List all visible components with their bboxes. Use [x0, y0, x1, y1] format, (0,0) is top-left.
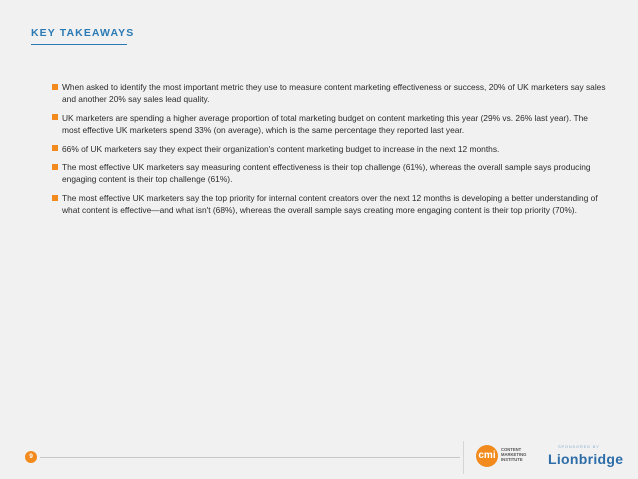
sponsor-logo: Lionbridge — [548, 451, 624, 467]
cmi-wordmark: CONTENT MARKETING INSTITUTE — [501, 447, 527, 462]
square-bullet-icon — [52, 145, 58, 151]
footer-divider — [463, 441, 464, 474]
square-bullet-icon — [52, 164, 58, 170]
takeaway-item — [50, 143, 606, 155]
title-underline — [31, 44, 127, 45]
footer-rule — [40, 457, 460, 458]
square-bullet-icon — [52, 114, 58, 120]
page-title: KEY TAKEAWAYS — [31, 27, 135, 39]
takeaway-text: 66% of UK marketers say they expect their organization's content marketing budget to increase in the next 12 months. — [62, 143, 500, 154]
takeaways-list — [50, 81, 606, 223]
square-bullet-icon — [52, 195, 58, 201]
takeaway-item — [50, 112, 606, 136]
takeaway-item — [50, 81, 606, 105]
square-bullet-icon — [52, 84, 58, 90]
sponsor-label: SPONSORED BY — [558, 444, 600, 449]
page-number: 9 — [25, 451, 37, 463]
takeaway-text: When asked to identify the most important metric they use to measure content marketing effectiveness or success, 20% of UK marketers say sales and another 20% say sales lead quality. — [62, 82, 606, 105]
takeaway-text: The most effective UK marketers say measuring content effectiveness is their top challenge (61%), whereas the overall sample says producing engaging content is their top challenge (61%). — [62, 162, 591, 185]
cmi-logo — [476, 445, 536, 469]
takeaway-text: The most effective UK marketers say the top priority for internal content creators over the next 12 months is developing a better understanding of what content is effective—and what isn't (68%), whereas the overall sample says creating more engaging content is their top priority (70%). — [62, 192, 598, 216]
takeaway-item — [50, 192, 606, 216]
takeaway-item — [50, 161, 606, 185]
takeaway-text: UK marketers are spending a higher average proportion of total marketing budget on content marketing this year (29% vs. 26% last year). The most effective UK marketers spend 33% (on average), which is the same percentage they reported last year. — [62, 112, 588, 135]
cmi-logo-icon: cmi — [476, 445, 498, 467]
